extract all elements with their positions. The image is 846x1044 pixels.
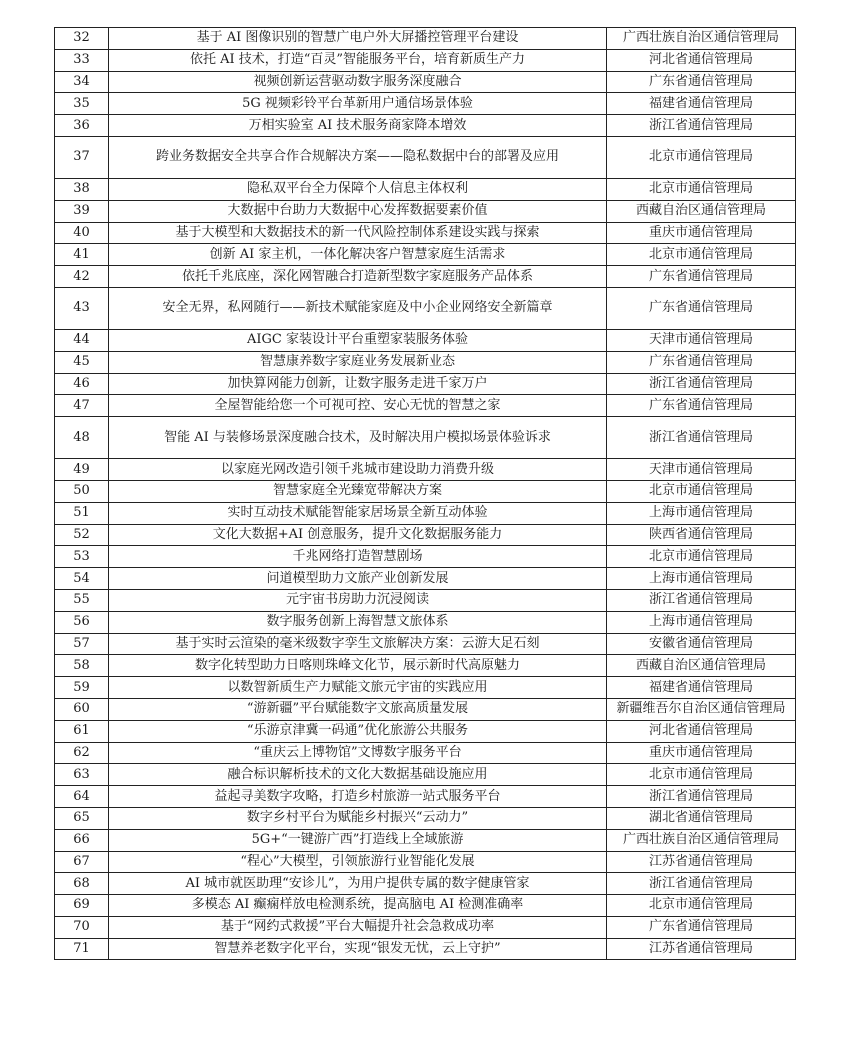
row-number: 39 [55,200,109,222]
row-number: 50 [55,480,109,502]
submitting-agency: 上海市通信管理局 [607,611,796,633]
row-number: 68 [55,873,109,895]
table-row [55,589,796,611]
submitting-agency: 江苏省通信管理局 [607,851,796,873]
project-title: 文化大数据+AI 创意服务，提升文化数据服务能力 [109,524,607,546]
submitting-agency: 西藏自治区通信管理局 [607,200,796,222]
row-number: 41 [55,244,109,266]
row-number: 48 [55,417,109,459]
row-number: 60 [55,698,109,720]
project-title: 全屋智能给您一个可视可控、安心无忧的智慧之家 [109,395,607,417]
project-title: 融合标识解析技术的文化大数据基础设施应用 [109,764,607,786]
table-row [55,178,796,200]
table-row [55,480,796,502]
table-row [55,546,796,568]
submitting-agency: 北京市通信管理局 [607,546,796,568]
submitting-agency: 河北省通信管理局 [607,720,796,742]
submitting-agency: 福建省通信管理局 [607,93,796,115]
submitting-agency: 重庆市通信管理局 [607,742,796,764]
row-number: 67 [55,851,109,873]
submitting-agency: 广西壮族自治区通信管理局 [607,28,796,50]
project-title: 益起寻美数字攻略，打造乡村旅游一站式服务平台 [109,786,607,808]
project-title: 实时互动技术赋能智能家居场景全新互动体验 [109,502,607,524]
table-row [55,49,796,71]
submitting-agency: 广西壮族自治区通信管理局 [607,829,796,851]
project-title: AI 城市就医助理“安诊儿”，为用户提供专属的数字健康管家 [109,873,607,895]
project-title: 以数智新质生产力赋能文旅元宇宙的实践应用 [109,677,607,699]
table-body [55,28,796,960]
row-number: 51 [55,502,109,524]
submitting-agency: 湖北省通信管理局 [607,807,796,829]
submitting-agency: 广东省通信管理局 [607,287,796,329]
project-title: 数字化转型助力日喀则珠峰文化节，展示新时代高原魅力 [109,655,607,677]
row-number: 57 [55,633,109,655]
table-row [55,222,796,244]
project-title: 跨业务数据安全共享合作合规解决方案——隐私数据中台的部署及应用 [109,136,607,178]
project-title: AIGC 家装设计平台重塑家装服务体验 [109,329,607,351]
row-number: 69 [55,895,109,917]
table-row [55,742,796,764]
project-title: 加快算网能力创新，让数字服务走进千家万户 [109,373,607,395]
submitting-agency: 广东省通信管理局 [607,395,796,417]
row-number: 40 [55,222,109,244]
row-number: 61 [55,720,109,742]
row-number: 49 [55,459,109,481]
submitting-agency: 北京市通信管理局 [607,244,796,266]
row-number: 71 [55,938,109,960]
table-row [55,611,796,633]
project-title: 大数据中台助力大数据中心发挥数据要素价值 [109,200,607,222]
row-number: 63 [55,764,109,786]
table-row [55,459,796,481]
table-row [55,873,796,895]
project-title: 数字服务创新上海智慧文旅体系 [109,611,607,633]
project-list-table [54,27,796,960]
table-row [55,351,796,373]
project-title: 万相实验室 AI 技术服务商家降本增效 [109,115,607,137]
row-number: 35 [55,93,109,115]
submitting-agency: 北京市通信管理局 [607,480,796,502]
submitting-agency: 北京市通信管理局 [607,895,796,917]
row-number: 62 [55,742,109,764]
project-title: “乐游京津冀一码通”优化旅游公共服务 [109,720,607,742]
submitting-agency: 西藏自治区通信管理局 [607,655,796,677]
row-number: 54 [55,568,109,590]
row-number: 70 [55,916,109,938]
submitting-agency: 天津市通信管理局 [607,329,796,351]
row-number: 36 [55,115,109,137]
project-title: 基于实时云渲染的毫米级数字孪生文旅解决方案：云游大足石刻 [109,633,607,655]
table-row [55,93,796,115]
row-number: 37 [55,136,109,178]
project-title: 问道模型助力文旅产业创新发展 [109,568,607,590]
submitting-agency: 北京市通信管理局 [607,136,796,178]
project-title: 隐私双平台全力保障个人信息主体权利 [109,178,607,200]
project-title: 数字乡村平台为赋能乡村振兴“云动力” [109,807,607,829]
table-row [55,851,796,873]
row-number: 47 [55,395,109,417]
submitting-agency: 广东省通信管理局 [607,351,796,373]
row-number: 59 [55,677,109,699]
submitting-agency: 浙江省通信管理局 [607,786,796,808]
project-title: 基于“网约式救援”平台大幅提升社会急救成功率 [109,916,607,938]
row-number: 45 [55,351,109,373]
table-row [55,655,796,677]
table-row [55,633,796,655]
table-row [55,502,796,524]
table-row [55,720,796,742]
submitting-agency: 北京市通信管理局 [607,764,796,786]
table-row [55,329,796,351]
table-row [55,287,796,329]
submitting-agency: 浙江省通信管理局 [607,373,796,395]
submitting-agency: 江苏省通信管理局 [607,938,796,960]
project-title: 多模态 AI 癫痫样放电检测系统，提高脑电 AI 检测准确率 [109,895,607,917]
submitting-agency: 广东省通信管理局 [607,916,796,938]
row-number: 58 [55,655,109,677]
project-title: 基于大模型和大数据技术的新一代风险控制体系建设实践与探索 [109,222,607,244]
row-number: 55 [55,589,109,611]
submitting-agency: 广东省通信管理局 [607,266,796,288]
project-title: 智慧养老数字化平台，实现“银发无忧，云上守护” [109,938,607,960]
project-title: 视频创新运营驱动数字服务深度融合 [109,71,607,93]
submitting-agency: 上海市通信管理局 [607,568,796,590]
project-title: 依托 AI 技术，打造“百灵”智能服务平台，培育新质生产力 [109,49,607,71]
project-title: 千兆网络打造智慧剧场 [109,546,607,568]
submitting-agency: 上海市通信管理局 [607,502,796,524]
project-title: 基于 AI 图像识别的智慧广电户外大屏播控管理平台建设 [109,28,607,50]
table-row [55,200,796,222]
project-title: 以家庭光网改造引领千兆城市建设助力消费升级 [109,459,607,481]
submitting-agency: 浙江省通信管理局 [607,115,796,137]
row-number: 65 [55,807,109,829]
project-title: “游新疆”平台赋能数字文旅高质量发展 [109,698,607,720]
row-number: 34 [55,71,109,93]
submitting-agency: 天津市通信管理局 [607,459,796,481]
submitting-agency: 浙江省通信管理局 [607,589,796,611]
row-number: 46 [55,373,109,395]
row-number: 43 [55,287,109,329]
submitting-agency: 河北省通信管理局 [607,49,796,71]
project-title: 智慧康养数字家庭业务发展新业态 [109,351,607,373]
table-row [55,136,796,178]
table-row [55,115,796,137]
project-title: 创新 AI 家主机，一体化解决客户智慧家庭生活需求 [109,244,607,266]
row-number: 44 [55,329,109,351]
submitting-agency: 北京市通信管理局 [607,178,796,200]
table-row [55,266,796,288]
table-row [55,28,796,50]
table-row [55,895,796,917]
project-title: 智能 AI 与装修场景深度融合技术，及时解决用户模拟场景体验诉求 [109,417,607,459]
row-number: 64 [55,786,109,808]
submitting-agency: 重庆市通信管理局 [607,222,796,244]
submitting-agency: 浙江省通信管理局 [607,417,796,459]
row-number: 32 [55,28,109,50]
table-row [55,524,796,546]
project-title: 智慧家庭全光臻宽带解决方案 [109,480,607,502]
table-row [55,938,796,960]
table-row [55,568,796,590]
project-title: 5G+“一键游广西”打造线上全域旅游 [109,829,607,851]
row-number: 53 [55,546,109,568]
table-row [55,786,796,808]
project-title: “程心”大模型，引领旅游行业智能化发展 [109,851,607,873]
row-number: 66 [55,829,109,851]
row-number: 38 [55,178,109,200]
project-title: “重庆云上博物馆”文博数字服务平台 [109,742,607,764]
table-row [55,417,796,459]
row-number: 42 [55,266,109,288]
table-row [55,677,796,699]
table-row [55,373,796,395]
submitting-agency: 福建省通信管理局 [607,677,796,699]
submitting-agency: 广东省通信管理局 [607,71,796,93]
project-title: 元宇宙书房助力沉浸阅读 [109,589,607,611]
table-row [55,807,796,829]
submitting-agency: 安徽省通信管理局 [607,633,796,655]
table-row [55,395,796,417]
project-title: 5G 视频彩铃平台革新用户通信场景体验 [109,93,607,115]
project-title: 依托千兆底座，深化网智融合打造新型数字家庭服务产品体系 [109,266,607,288]
table-row [55,764,796,786]
submitting-agency: 浙江省通信管理局 [607,873,796,895]
table-row [55,829,796,851]
submitting-agency: 陕西省通信管理局 [607,524,796,546]
submitting-agency: 新疆维吾尔自治区通信管理局 [607,698,796,720]
project-title: 安全无界，私网随行——新技术赋能家庭及中小企业网络安全新篇章 [109,287,607,329]
table-row [55,916,796,938]
row-number: 56 [55,611,109,633]
table-row [55,71,796,93]
row-number: 52 [55,524,109,546]
row-number: 33 [55,49,109,71]
table-row [55,244,796,266]
table-row [55,698,796,720]
